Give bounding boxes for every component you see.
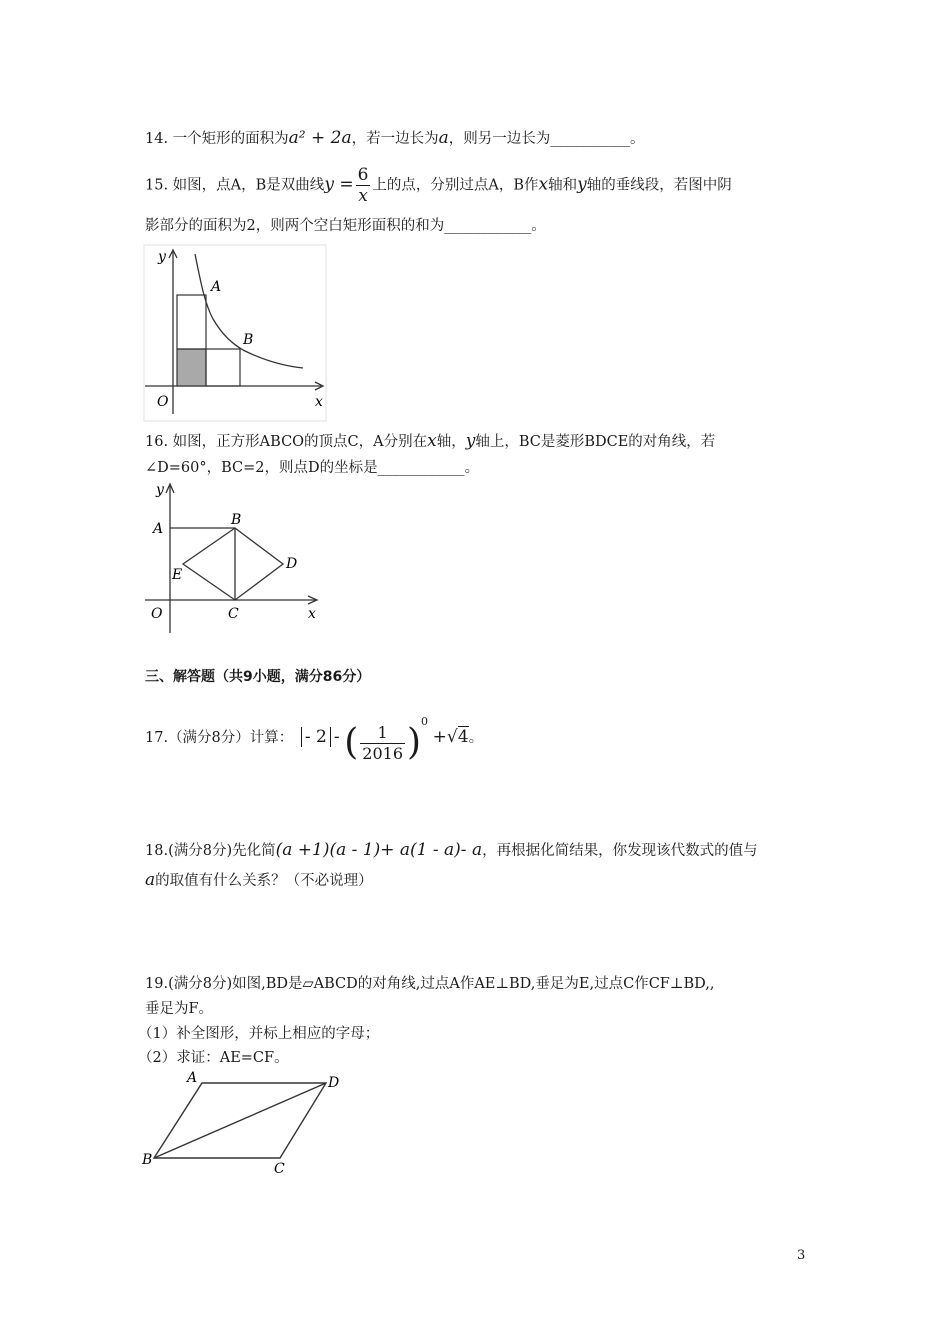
fraction-numerator: 1 — [360, 723, 405, 744]
label-y: y — [156, 482, 164, 498]
question-16 — [145, 431, 715, 452]
question-text: 如图，正方形ABCO的顶点C，A分别在 — [172, 434, 428, 450]
question-text: (满分8分)先化简 — [168, 843, 276, 859]
answer-blank: ____________ — [444, 218, 532, 234]
label-b: B — [231, 512, 242, 528]
fraction-denominator: x — [358, 186, 368, 206]
label-d: D — [286, 556, 298, 572]
label-o: O — [151, 606, 163, 622]
question-18-line-2 — [145, 870, 373, 891]
question-text: 一个矩形的面积为 — [172, 131, 289, 147]
fraction — [356, 165, 371, 206]
fraction-numerator: 6 — [357, 165, 369, 185]
question-text: ，若一边长为 — [351, 131, 439, 147]
math-variable: y — [577, 174, 587, 195]
question-17 — [145, 712, 483, 764]
sqrt-radicand: 4 — [457, 726, 469, 747]
label-o: O — [157, 394, 169, 410]
blank-rectangle-b — [206, 349, 240, 386]
period: 。 — [630, 131, 645, 147]
question-14 — [145, 128, 645, 149]
figure-border — [144, 245, 326, 421]
label-c: C — [274, 1161, 285, 1175]
question-16-line-2 — [145, 458, 479, 478]
math-variable: x — [538, 174, 549, 195]
answer-blank: ___________ — [550, 131, 631, 147]
answer-blank: ____________ — [377, 460, 465, 476]
sub-question-1: （1）补全图形，并标上相应的字母； — [138, 1026, 380, 1042]
question-number: 16. — [145, 434, 169, 450]
period: 。 — [464, 460, 480, 476]
label-e: E — [172, 567, 183, 583]
question-text: 轴和 — [548, 177, 578, 194]
question-15-line-2 — [145, 216, 546, 236]
label-x: x — [315, 394, 323, 410]
math-variable: a — [145, 870, 156, 890]
question-text: ，再根据化简结果，你发现该代数式的值与 — [482, 843, 758, 859]
shaded-rectangle — [177, 349, 206, 386]
question-text: (满分8分)如图,BD是▱ABCD的对角线,过点A作AE⊥BD,垂足为E,过点C作CF⊥BD,, — [168, 976, 715, 992]
label-c: C — [228, 606, 239, 622]
question-text: 轴上，BC是菱形BDCE的对角线，若 — [475, 434, 716, 450]
math-minus: - — [333, 726, 340, 747]
math-variable: a — [438, 128, 449, 148]
question-text: 的取值有什么关系？（不必说理） — [155, 873, 373, 889]
figure-rhombus — [143, 478, 323, 638]
fraction-denominator: 2016 — [362, 743, 403, 763]
question-text: 轴， — [436, 434, 466, 450]
question-text: （满分8分）计算： — [168, 729, 294, 746]
section-heading: 三、解答题（共9小题，满分86分） — [145, 669, 371, 685]
period: 。 — [531, 218, 546, 234]
math-expression: a² + 2a — [288, 128, 352, 148]
blank-rectangle-a — [177, 295, 206, 349]
label-x: x — [308, 606, 316, 622]
question-text: 轴的垂线段，若图中阴 — [586, 177, 732, 194]
sqrt-symbol: √ — [446, 726, 458, 747]
math-lhs: y = — [324, 174, 354, 195]
label-a: A — [211, 279, 222, 295]
math-expression: (a +1)(a - 1)+ a(1 - a)- a — [275, 840, 483, 860]
question-number: 15. — [145, 177, 169, 194]
question-15 — [145, 165, 732, 206]
period: 。 — [468, 729, 484, 746]
question-number: 19. — [145, 976, 169, 992]
math-plus: + — [432, 726, 447, 747]
label-b: B — [243, 332, 254, 348]
question-number: 14. — [145, 131, 169, 147]
question-18 — [145, 840, 758, 861]
label-d: D — [328, 1075, 340, 1091]
page-number: 3 — [797, 1248, 806, 1263]
label-b: B — [142, 1152, 153, 1168]
rhombus-bdce — [183, 528, 283, 600]
math-variable: y — [465, 431, 476, 451]
sub-question-2: （2）求证：AE=CF。 — [138, 1050, 289, 1066]
question-text: ∠D=60°，BC=2，则点D的坐标是 — [145, 460, 378, 476]
fraction — [360, 723, 405, 764]
question-19-line-2: 垂足为F。 — [145, 1001, 214, 1017]
question-text: 如图，点A，B是双曲线 — [172, 177, 325, 194]
label-y: y — [158, 249, 166, 265]
hyperbola-curve — [195, 254, 303, 368]
label-a: A — [153, 521, 164, 537]
question-text: 影部分的面积为2，则两个空白矩形面积的和为 — [145, 218, 445, 234]
diagonal-bd — [154, 1083, 326, 1158]
question-19 — [145, 974, 714, 994]
question-text: 上的点，分别过点A，B作 — [372, 177, 539, 194]
figure-parallelogram — [140, 1070, 350, 1175]
math-variable: x — [427, 431, 437, 451]
question-number: 17. — [145, 729, 169, 746]
label-a: A — [187, 1070, 198, 1086]
abs-content: - 2 — [304, 726, 327, 747]
math-power: ( $\frac{1}{2016}$ )$^0$ — [344, 715, 429, 763]
math-abs-value — [301, 727, 331, 747]
figure-hyperbola — [143, 244, 328, 424]
question-text: ，则另一边长为 — [448, 131, 551, 147]
question-number: 18. — [145, 843, 169, 859]
exponent: 0 — [421, 715, 429, 728]
